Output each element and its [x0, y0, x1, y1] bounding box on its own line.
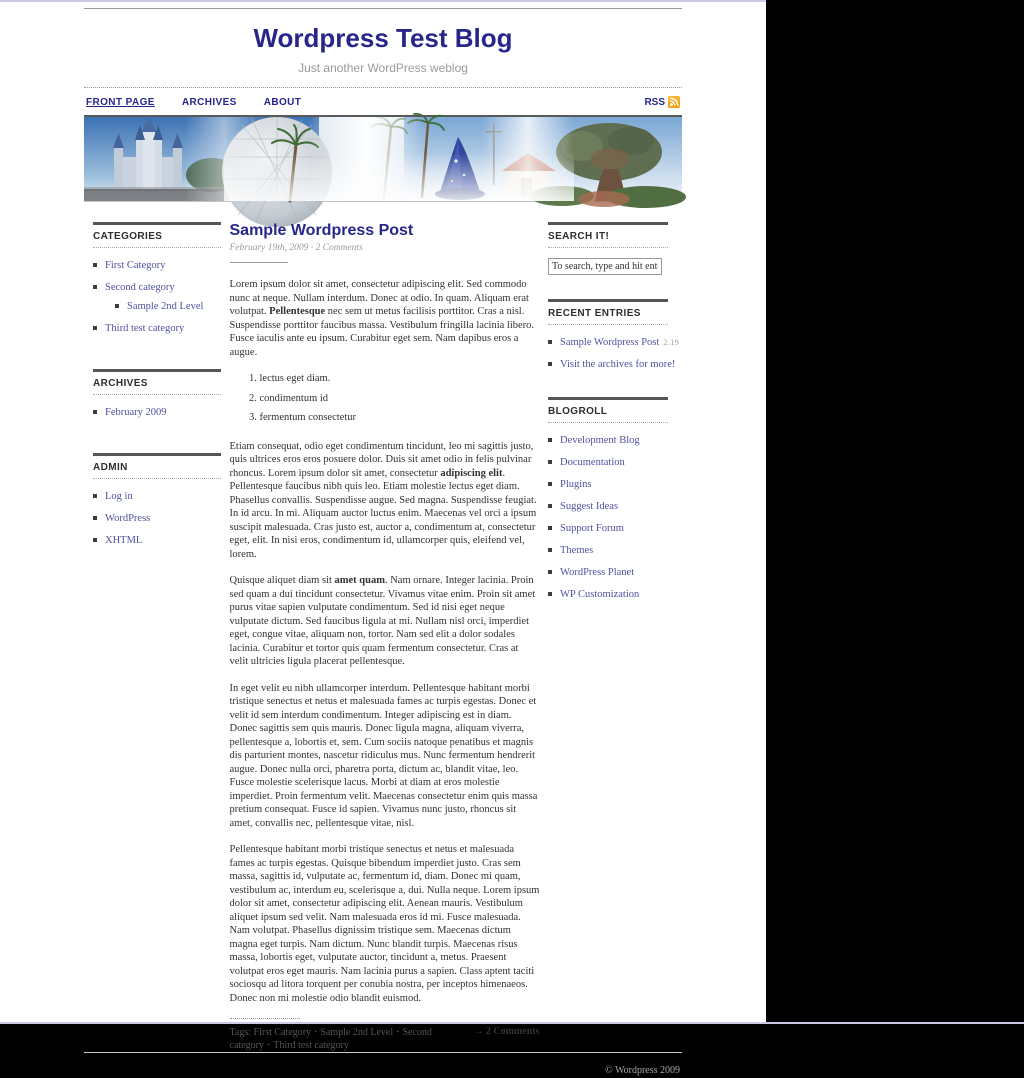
- post-ordered-list: [260, 372, 540, 425]
- admin-link-log-in[interactable]: Log in: [105, 491, 133, 502]
- copyright-text: © Wordpress 2009: [605, 1065, 680, 1076]
- blogroll-link-themes[interactable]: Themes: [560, 545, 594, 556]
- post-rule: [230, 262, 288, 263]
- list-item: 2. condimentum id: [260, 392, 540, 406]
- recent-entry-link[interactable]: Sample Wordpress Post: [560, 337, 660, 348]
- paragraph-text: . Pellentesque faucibus nibh quis leo. Etiam molestie lectus eget diam. Phasellus convallis. Suspendisse augue. Sed magna. Suspendisse feugiat. In id arcu. In mi. Aliquam auctor luctus enim. Maecenas vel orci a ipsum suscipit malesuada. Cras justo est, auctor a, condimentum at, consectetur eget, elit. In nisi eros, condimentum id, ullamcorper quis, eleifend vel, lorem.: [229, 467, 537, 560]
- paragraph-text: . Nam ornare. Integer lacinia. Proin sed quam a dui tincidunt consectetur. Vivamus vitae enim. Proin sit amet purus vitae sapien vulputate condimentum. Sed id nisi eget neque vulputate dictum. Sed faucibus ligula at mi. Nullam nisl orci, imperdiet eget, congue vitae, aliquam non, tortor. Nam sed elit a dolor sodales lacinia. Curabitur et tortor quis quam fermentum consectetur. Cras at velit ultricies ligula placerat pellentesque.: [229, 575, 536, 667]
- blogroll-link-wordpress-planet[interactable]: WordPress Planet: [560, 567, 635, 578]
- header-image: [84, 115, 682, 202]
- search-heading: SEARCH IT!: [548, 222, 668, 248]
- paragraph-text: Lorem ipsum dolor sit amet, consectetur adipiscing elit. Sed commodo nunc at neque. Nullam interdum. Donec at odio. In quam. Aliquam erat volutpat.: [229, 279, 529, 317]
- list-item: [548, 358, 676, 371]
- tag-separator: ·: [314, 1027, 318, 1038]
- tag-link[interactable]: Second category: [229, 1027, 432, 1051]
- admin-heading: ADMIN: [93, 453, 221, 479]
- post-paragraph: [230, 278, 540, 359]
- recent-entries-list: [548, 336, 680, 371]
- header-image-art: [84, 117, 682, 201]
- rss-label[interactable]: RSS: [644, 96, 665, 108]
- list-item: [548, 478, 668, 491]
- categories-list: [93, 259, 221, 335]
- admin-link-xhtml[interactable]: XHTML: [105, 535, 143, 546]
- tag-separator: ·: [396, 1027, 400, 1038]
- tags-label: Tags:: [229, 1027, 252, 1038]
- list-item: [93, 406, 221, 419]
- blogroll-link-support-forum[interactable]: Support Forum: [560, 523, 624, 534]
- right-sidebar: [548, 222, 680, 1052]
- tag-link[interactable]: First Category: [253, 1027, 312, 1038]
- list-item: [548, 434, 668, 447]
- nav-item-archives[interactable]: ARCHIVES: [181, 96, 237, 108]
- category-link-second[interactable]: Second category: [105, 282, 175, 293]
- list-item: [548, 566, 668, 579]
- rss-link[interactable]: [644, 96, 680, 108]
- post-meta: February 19th, 2009 · 2 Comments: [229, 243, 363, 253]
- main-nav: [84, 87, 682, 115]
- list-item: [548, 522, 668, 535]
- category-link-sample-2nd-level[interactable]: Sample 2nd Level: [127, 301, 204, 312]
- nav-item-front-page[interactable]: FRONT PAGE: [86, 96, 155, 108]
- main-column: [230, 222, 540, 1052]
- blogroll-list: [548, 434, 668, 601]
- post-title[interactable]: Sample Wordpress Post: [229, 222, 414, 239]
- blogroll-link-documentation[interactable]: Documentation: [560, 457, 625, 468]
- blogroll-link-plugins[interactable]: Plugins: [560, 479, 592, 490]
- site-title[interactable]: Wordpress Test Blog: [253, 23, 513, 53]
- list-item: [548, 336, 680, 349]
- post-paragraph: [230, 574, 540, 669]
- search-widget: [548, 222, 668, 275]
- paragraph-bold: amet quam: [334, 575, 385, 586]
- tag-link[interactable]: Third test category: [273, 1040, 349, 1051]
- recent-entries-widget: [548, 299, 680, 371]
- archive-link-february-2009[interactable]: February 2009: [105, 407, 167, 418]
- list-item: [93, 322, 221, 335]
- paragraph-text: nec sem ut metus facilisis porttitor. Cras a nisl. Suspendisse porttitor faucibus massa. Vestibulum fringilla lacinia libero. Fusce iaculis ante eu ipsum. Curabitur eget sem. Nam dapibus eros a augue.: [229, 306, 535, 358]
- blogroll-link-development-blog[interactable]: Development Blog: [560, 435, 640, 446]
- post-body: [230, 278, 540, 1005]
- list-item: 1. lectus eget diam.: [260, 372, 540, 386]
- archives-heading: ARCHIVES: [93, 369, 221, 395]
- blogroll-widget: [548, 397, 668, 601]
- archives-list: [93, 406, 221, 419]
- recent-entries-heading: RECENT ENTRIES: [548, 299, 668, 325]
- list-item: [93, 281, 221, 313]
- comments-link[interactable]: → 2 Comments: [473, 1026, 540, 1037]
- list-item: [548, 544, 668, 557]
- list-item: [93, 534, 221, 547]
- category-link-third[interactable]: Third test category: [105, 323, 185, 334]
- blogroll-link-wp-customization[interactable]: WP Customization: [560, 589, 640, 600]
- paragraph-bold: adipiscing elit: [440, 467, 503, 479]
- list-item: [548, 500, 668, 513]
- post-paragraph: [230, 440, 540, 562]
- nav-item-about[interactable]: ABOUT: [263, 96, 302, 108]
- post-paragraph: In eget velit eu nibh ullamcorper interdum. Pellentesque habitant morbi tristique senectus et netus et malesuada fames ac turpis egestas. Donec et velit id sem interdum condimentum. Integer adipiscing est in diam. Donec sagittis sem quis mauris. Donec ligula magna, aliquam viverra, pellentesque a, lobortis et, sem. Cum sociis natoque penatibus et magnis dis parturient montes, nascetur ridiculus mus. Nunc fermentum hendrerit augue. Donec nulla orci, pharetra porta, dictum ac, blandit vitae, leo. Fusce molestie scelerisque lacus. Morbi at diam at eros molestie imperdiet. Proin fermentum velit. Maecenas consectetur enim quis massa pretium consequat. Fusce id sapien. Vivamus nunc justo, rhoncus sit amet, convallis nec, pellentesque vitae, nisl.: [229, 682, 538, 829]
- list-item: [548, 456, 668, 469]
- blogroll-heading: BLOGROLL: [548, 397, 668, 423]
- blogroll-link-suggest-ideas[interactable]: Suggest Ideas: [560, 501, 619, 512]
- list-item: [93, 512, 221, 525]
- rss-icon[interactable]: [668, 96, 680, 108]
- category-link-first[interactable]: First Category: [105, 260, 166, 271]
- blog-page: [84, 8, 682, 1078]
- tag-link[interactable]: Sample 2nd Level: [320, 1027, 394, 1038]
- list-item: [115, 300, 221, 313]
- bottom-edge-line: [0, 1022, 1024, 1024]
- categories-sublist: [115, 300, 221, 313]
- archives-widget: [93, 369, 221, 419]
- entry-date: 2.19: [663, 338, 680, 347]
- list-item: [93, 259, 221, 272]
- list-item: [548, 588, 668, 601]
- site-tagline: Just another WordPress weblog: [298, 61, 468, 75]
- admin-list: [93, 490, 221, 547]
- post-paragraph: Pellentesque habitant morbi tristique senectus et netus et malesuada fames ac turpis egestas. Quisque bibendum imperdiet justo. Cras sem massa, sagittis id, vulputate ac, fermentum id, diam. Donec mi quam, vestibulum ac, interdum eu, scelerisque a, dui. Nulla neque. Lorem ipsum dolor sit amet, consectetur adipiscing elit. Aenean mauris. Vestibulum aliquet ipsum sed velit. Nam malesuada eros id mi. Fusce malesuada. Nam volutpat. Phasellus dignissim tristique sem. Maecenas dictum magna eget turpis. Nam dictum. Nunc blandit turpis. Maecenas risus massa, lobortis eget, vulputate auctor, tincidunt a, metus. Praesent volutpat eros eget mauris. Nam lacinia purus a sapien. Class aptent taciti sociosqu ad litora torquent per conubia nostra, per inceptos himenaeos. Donec non mi molestie odio blandit euismod.: [229, 844, 540, 1004]
- content-columns: [84, 222, 682, 1052]
- list-item: [93, 490, 221, 503]
- search-input[interactable]: [548, 258, 662, 275]
- tag-separator: ·: [266, 1040, 271, 1051]
- categories-heading: CATEGORIES: [93, 222, 221, 248]
- paragraph-text: Etiam consequat, odio eget condimentum tincidunt, leo mi sagittis justo, quis ultrices eros eros posuere dolor. Duis sit amet odio in felis pulvinar rhoncus. Lorem ipsum dolor sit amet, consectetur: [229, 440, 534, 479]
- paragraph-bold: Pellentesque: [269, 306, 326, 317]
- admin-widget: [93, 453, 221, 547]
- list-item: 3. fermentum consectetur: [260, 411, 540, 425]
- page-footer: [84, 1052, 682, 1078]
- paragraph-text: Quisque aliquet diam sit: [229, 575, 335, 586]
- categories-widget: [93, 222, 221, 335]
- admin-link-wordpress[interactable]: WordPress: [105, 513, 151, 524]
- archives-more-link[interactable]: Visit the archives for more!: [560, 359, 676, 370]
- left-sidebar: [93, 222, 221, 1052]
- masthead: [84, 8, 682, 87]
